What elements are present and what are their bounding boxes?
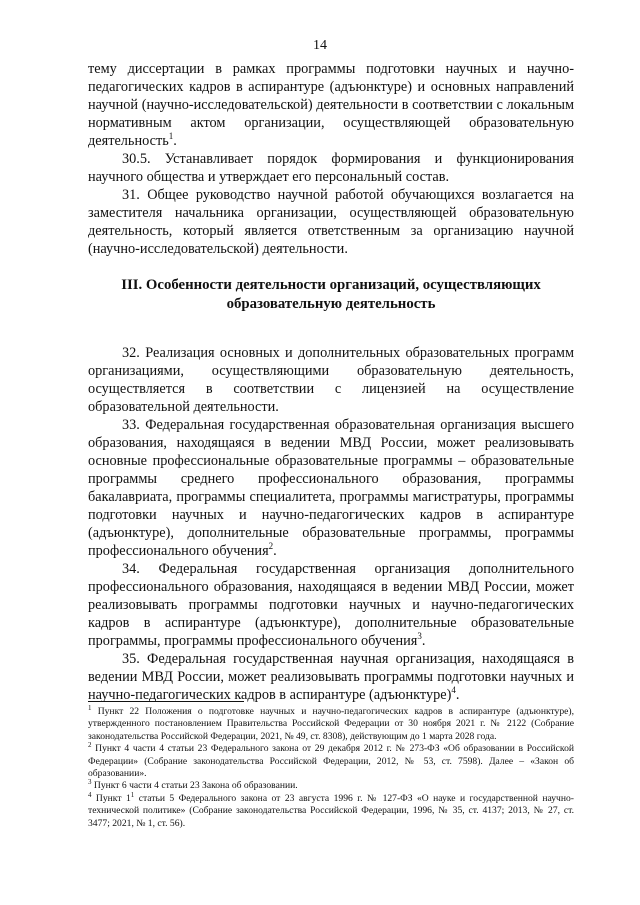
paragraph-end: . xyxy=(273,543,277,559)
footnote-4 xyxy=(88,790,574,830)
paragraph-33 xyxy=(88,416,574,560)
paragraph-32: 32. Реализация основных и дополнительных образовательных программ организациями, осуществляющими образовательную деятельность, осуществляется в соответствии с лицензией на осуществление образовательной деятельности. xyxy=(88,345,574,415)
paragraph-text: 33. Федеральная государственная образовательная организация высшего образования, находящаяся в ведении МВД России, может реализовывать основные профессиональные образовательные программы – образовательные программы среднего профессионального образования, программы бакалавриата, программы специалитета, программы магистратуры, программы подготовки научных и научно-педагогических кадров в аспирантуре (адъюнктуре), дополнительные образовательные программы, программы профессионального обучения xyxy=(88,417,574,559)
footnote-mark: 4 xyxy=(88,790,92,799)
paragraph-continuation xyxy=(88,60,574,150)
footnote-ref-3: 3 xyxy=(417,631,422,642)
footnote-ref-2: 2 xyxy=(268,541,274,552)
paragraph-31: 31. Общее руководство научной работой обучающихся возлагается на заместителя начальника организации, осуществляющей образовательную деятельность, который является ответственным за организацию научной (научно-исследовательской) деятельности. xyxy=(88,187,574,257)
footnote-mark: 1 xyxy=(88,703,92,712)
paragraph-text: тему диссертации в рамках программы подготовки научных и научно-педагогических кадров в аспирантуре (адъюнктуре) и основных направлений научной (научно-исследовательской) деятельности в соответствии с локальным нормативным актом организации, осуществляющей образовательную деятельность xyxy=(88,61,574,149)
page-number: 14 xyxy=(313,38,327,53)
footnote-text: Пункт 1 xyxy=(91,792,131,804)
footnote-text-superscript: 1 xyxy=(130,790,135,799)
paragraph-end: . xyxy=(455,687,460,703)
section-heading: III. Особенности деятельности организаций, осуществляющих образовательную деятельность xyxy=(121,277,541,312)
paragraph-end: . xyxy=(421,633,426,649)
footnote-mark: 2 xyxy=(88,741,92,750)
footnote-2 xyxy=(88,743,574,780)
main-text xyxy=(88,60,574,704)
paragraph-text: 34. Федеральная государственная организация дополнительного профессионального образования, находящаяся в ведении МВД России, может реализовывать программы подготовки научных и научно-педагогических кадров в аспирантуре (адъюнктуре), дополнительные образовательные программы, программы профессионального обучения xyxy=(88,561,574,649)
footnote-text: статьи 5 Федерального закона от 23 августа 1996 г. № 127-ФЗ «О науке и государственной научно-технической политике» (Собрание законодательства Российской Федерации, 1996, № 35, ст. 4137; 2013, № 27, ст. 3477; 2021, № 1, ст. 56). xyxy=(88,792,574,829)
footnote-1 xyxy=(88,703,574,743)
paragraph-text: 35. Федеральная государственная научная организация, находящаяся в ведении МВД России, может реализовывать программы подготовки научных и научно-педагогических кадров в аспирантуре (адъюнктуре) xyxy=(88,651,574,703)
paragraph-end: . xyxy=(173,133,177,149)
paragraph-30-5: 30.5. Устанавливает порядок формирования и функционирования научного общества и утверждает его персональный состав. xyxy=(88,151,574,185)
footnote-3 xyxy=(88,780,574,792)
footnote-ref-4: 4 xyxy=(451,685,456,696)
footnote-ref-1: 1 xyxy=(168,131,174,142)
footnote-text: Пункт 4 части 4 статьи 23 Федерального закона от 29 декабря 2012 г. № 273-ФЗ «Об образовании в Российской Федерации» (Собрание законодательства Российской Федерации, 2012, № 53, ст. 7598). Далее – «Закон об образовании». xyxy=(88,743,574,780)
footnote-separator xyxy=(88,701,244,702)
paragraph-34 xyxy=(88,560,574,650)
footnote-mark: 3 xyxy=(88,778,92,787)
footnote-text: Пункт 6 части 4 статьи 23 Закона об образовании. xyxy=(91,780,298,792)
paragraph-35 xyxy=(88,650,574,704)
footnotes xyxy=(88,703,574,830)
footnote-text: Пункт 22 Положения о подготовке научных и научно-педагогических кадров в аспирантуре (адъюнктуре), утвержденного постановлением Правительства Российской Федерации от 30 ноября 2021 г. № 2122 (Собрание законодательства Российской Федерации, 2021, № 49, ст. 8308), действующим до 1 марта 2028 года. xyxy=(88,706,574,742)
